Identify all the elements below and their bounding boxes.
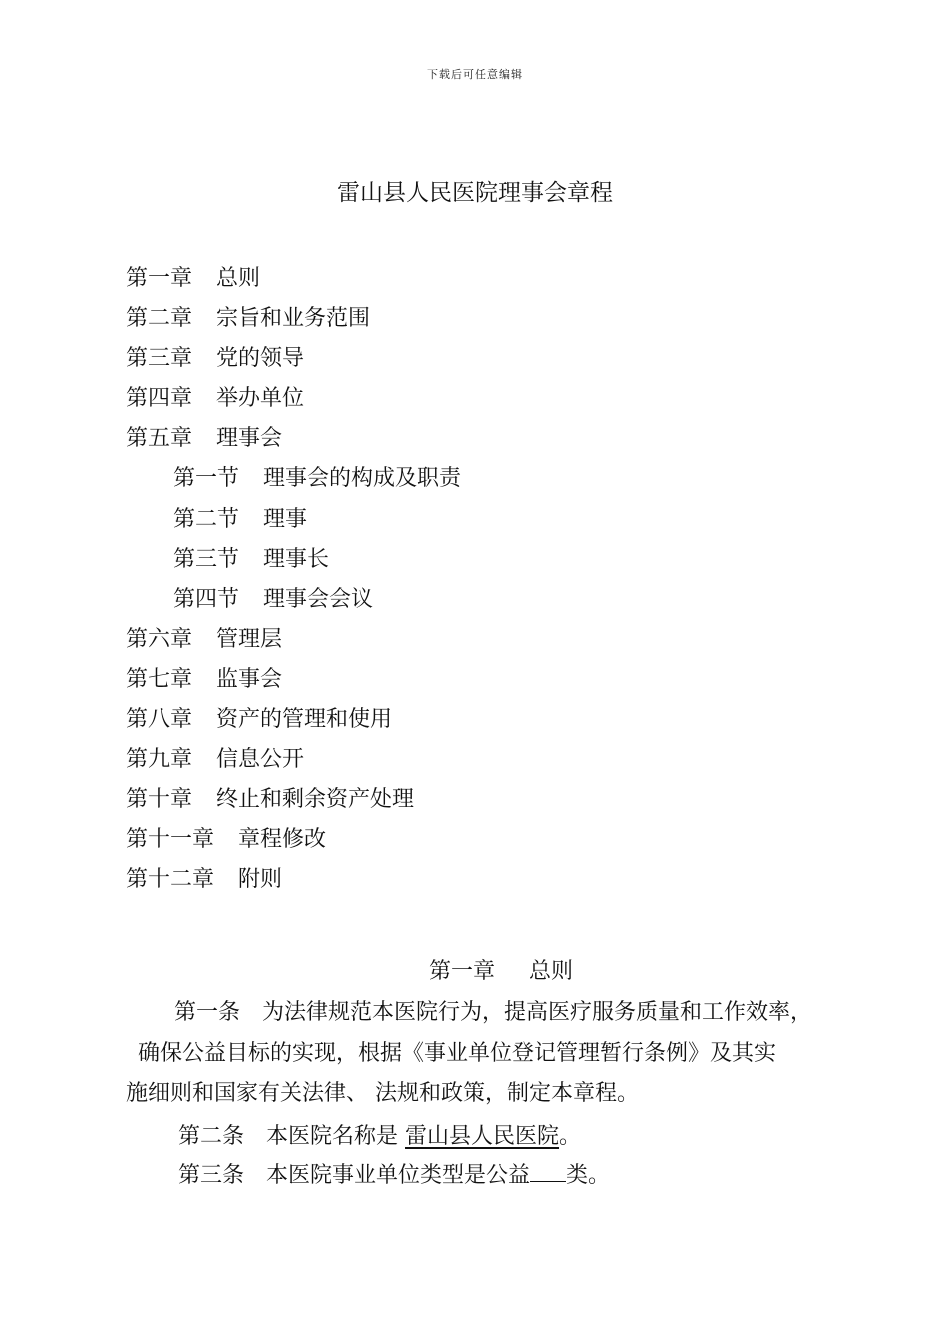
toc-item-title: 理事会会议 xyxy=(263,586,374,612)
toc-item-title: 理事长 xyxy=(263,546,330,572)
article-1-line-2: 确保公益目标的实现，根据《事业单位登记管理暂行条例》及其实 xyxy=(138,1040,777,1066)
chapter-title: 总则 xyxy=(529,959,574,984)
article-1-line-1 xyxy=(126,993,842,1034)
toc-item-title: 章程修改 xyxy=(238,827,327,853)
toc-item-number: 第十二章 xyxy=(126,867,215,893)
article-1 xyxy=(126,993,842,1115)
toc-chapter-item xyxy=(126,702,826,742)
article-2-text: 本医院名称是 xyxy=(266,1124,406,1149)
toc-item-number: 第五章 xyxy=(126,426,193,452)
hospital-name: 雷山县人民医院 xyxy=(405,1124,560,1149)
toc-item-number: 第二节 xyxy=(173,506,240,532)
chapter-heading xyxy=(0,954,950,985)
toc-item-title: 资产的管理和使用 xyxy=(216,707,393,733)
toc-item-number: 第四章 xyxy=(126,386,193,412)
toc-section-item xyxy=(126,502,826,542)
toc-section-item xyxy=(126,461,826,501)
toc-item-number: 第七章 xyxy=(126,666,193,692)
toc-chapter-item xyxy=(126,742,826,782)
toc-item-number: 第八章 xyxy=(126,707,193,733)
toc-item-title: 理事会 xyxy=(216,426,283,452)
toc-item-number: 第六章 xyxy=(126,626,193,652)
article-2 xyxy=(178,1119,581,1150)
toc-item-number: 第三章 xyxy=(126,346,193,372)
toc-item-number: 第十一章 xyxy=(126,827,215,853)
toc-item-title: 管理层 xyxy=(216,626,283,652)
chapter-number: 第一章 xyxy=(428,959,495,984)
toc-item-title: 举办单位 xyxy=(216,386,305,412)
toc-item-title: 宗旨和业务范围 xyxy=(216,306,371,332)
toc-chapter-item xyxy=(126,381,826,421)
document-title: 雷山县人民医院理事会章程 xyxy=(337,180,613,206)
article-1-line-3: 施细则和国家有关法律、 法规和政策，制定本章程。 xyxy=(126,1081,639,1106)
toc-item-title: 监事会 xyxy=(216,666,283,692)
toc-chapter-item xyxy=(126,261,826,301)
toc-item-title: 理事 xyxy=(263,506,308,532)
toc-item-number: 第十章 xyxy=(126,787,193,813)
toc-section-item xyxy=(126,582,826,622)
toc-chapter-item xyxy=(126,822,826,862)
fill-in-blank xyxy=(530,1163,566,1182)
toc-item-number: 第四节 xyxy=(173,586,240,612)
toc-item-title: 信息公开 xyxy=(216,747,305,773)
article-2-label: 第二条 xyxy=(178,1124,245,1149)
article-2-end: 。 xyxy=(559,1124,582,1149)
article-3 xyxy=(178,1158,610,1189)
toc-chapter-item xyxy=(126,301,826,341)
toc-chapter-item xyxy=(126,421,826,461)
toc-chapter-item xyxy=(126,862,826,902)
article-3-text: 本医院事业单位类型是公益 xyxy=(266,1163,531,1188)
toc-chapter-item xyxy=(126,341,826,381)
toc-item-number: 第九章 xyxy=(126,747,193,773)
toc-item-title: 总则 xyxy=(216,266,261,291)
toc-item-number: 第一章 xyxy=(126,266,193,291)
table-of-contents xyxy=(126,261,826,903)
toc-item-number: 第二章 xyxy=(126,306,193,332)
toc-chapter-item xyxy=(126,782,826,822)
toc-item-title: 终止和剩余资产处理 xyxy=(216,787,415,813)
article-3-end: 类。 xyxy=(566,1163,611,1188)
article-3-label: 第三条 xyxy=(178,1163,245,1188)
toc-section-item xyxy=(126,542,826,582)
toc-chapter-item xyxy=(126,622,826,662)
toc-item-title: 党的领导 xyxy=(216,346,305,372)
toc-item-number: 第三节 xyxy=(173,546,240,572)
article-1-label: 第一条 xyxy=(174,1000,241,1025)
toc-item-title: 理事会的构成及职责 xyxy=(263,466,462,492)
toc-item-number: 第一节 xyxy=(173,466,240,492)
toc-chapter-item xyxy=(126,662,826,702)
article-1-text-1: 为法律规范本医院行为，提高医疗服务质量和工作效率， xyxy=(262,1000,813,1025)
toc-item-title: 附则 xyxy=(238,867,283,893)
header-note: 下载后可任意编辑 xyxy=(427,68,523,81)
